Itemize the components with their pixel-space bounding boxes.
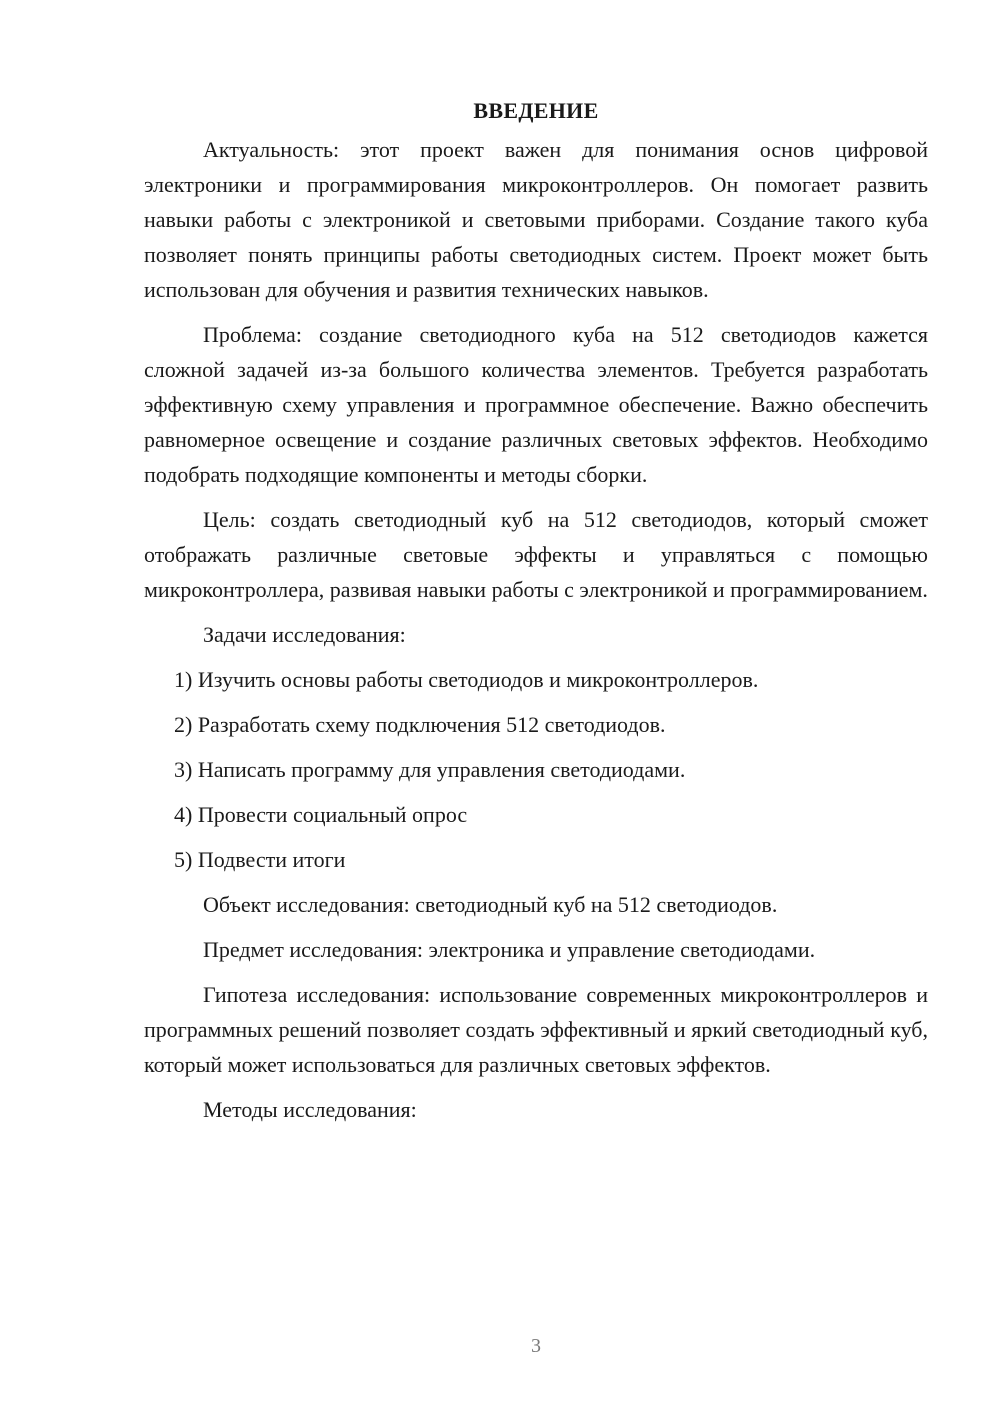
- task-item: 5) Подвести итоги: [174, 847, 346, 872]
- paragraph-problem: Проблема: создание светодиодного куба на 512 светодиодов кажется сложной задачей из-за большого количества элементов. Требуется разработать эффективную схему управления и программное обеспечение. Важно обеспечить равномерное освещение и создание различных световых эффектов. Необходимо подобрать подходящие компоненты и методы сборки.: [144, 322, 928, 487]
- task-item: 3) Написать программу для управления светодиодами.: [174, 757, 686, 782]
- research-object: Объект исследования: светодиодный куб на 512 светодиодов.: [203, 892, 778, 917]
- task-item: 4) Провести социальный опрос: [174, 802, 468, 827]
- task-item: 1) Изучить основы работы светодиодов и микроконтроллеров.: [174, 667, 759, 692]
- page-number: 3: [531, 1335, 541, 1357]
- methods-label: Методы исследования:: [203, 1097, 417, 1122]
- section-heading: ВВЕДЕНИЕ: [473, 98, 599, 123]
- research-subject: Предмет исследования: электроника и управление светодиодами.: [203, 937, 816, 962]
- task-item: 2) Разработать схему подключения 512 светодиодов.: [174, 712, 666, 737]
- document-page: [144, 96, 928, 1137]
- tasks-label: Задачи исследования:: [203, 622, 406, 647]
- research-hypothesis: Гипотеза исследования: использование современных микроконтроллеров и программных решений позволяет создать эффективный и яркий светодиодный куб, который может использоваться для различных световых эффектов.: [144, 982, 928, 1077]
- paragraph-relevance: Актуальность: этот проект важен для понимания основ цифровой электроники и программирования микроконтроллеров. Он помогает развить навыки работы с электроникой и световыми приборами. Создание такого куба позволяет понять принципы работы светодиодных систем. Проект может быть использован для обучения и развития технических навыков.: [144, 137, 928, 302]
- paragraph-goal: Цель: создать светодиодный куб на 512 светодиодов, который сможет отображать различные световые эффекты и управляться с помощью микроконтроллера, развивая навыки работы с электроникой и программированием.: [144, 507, 928, 602]
